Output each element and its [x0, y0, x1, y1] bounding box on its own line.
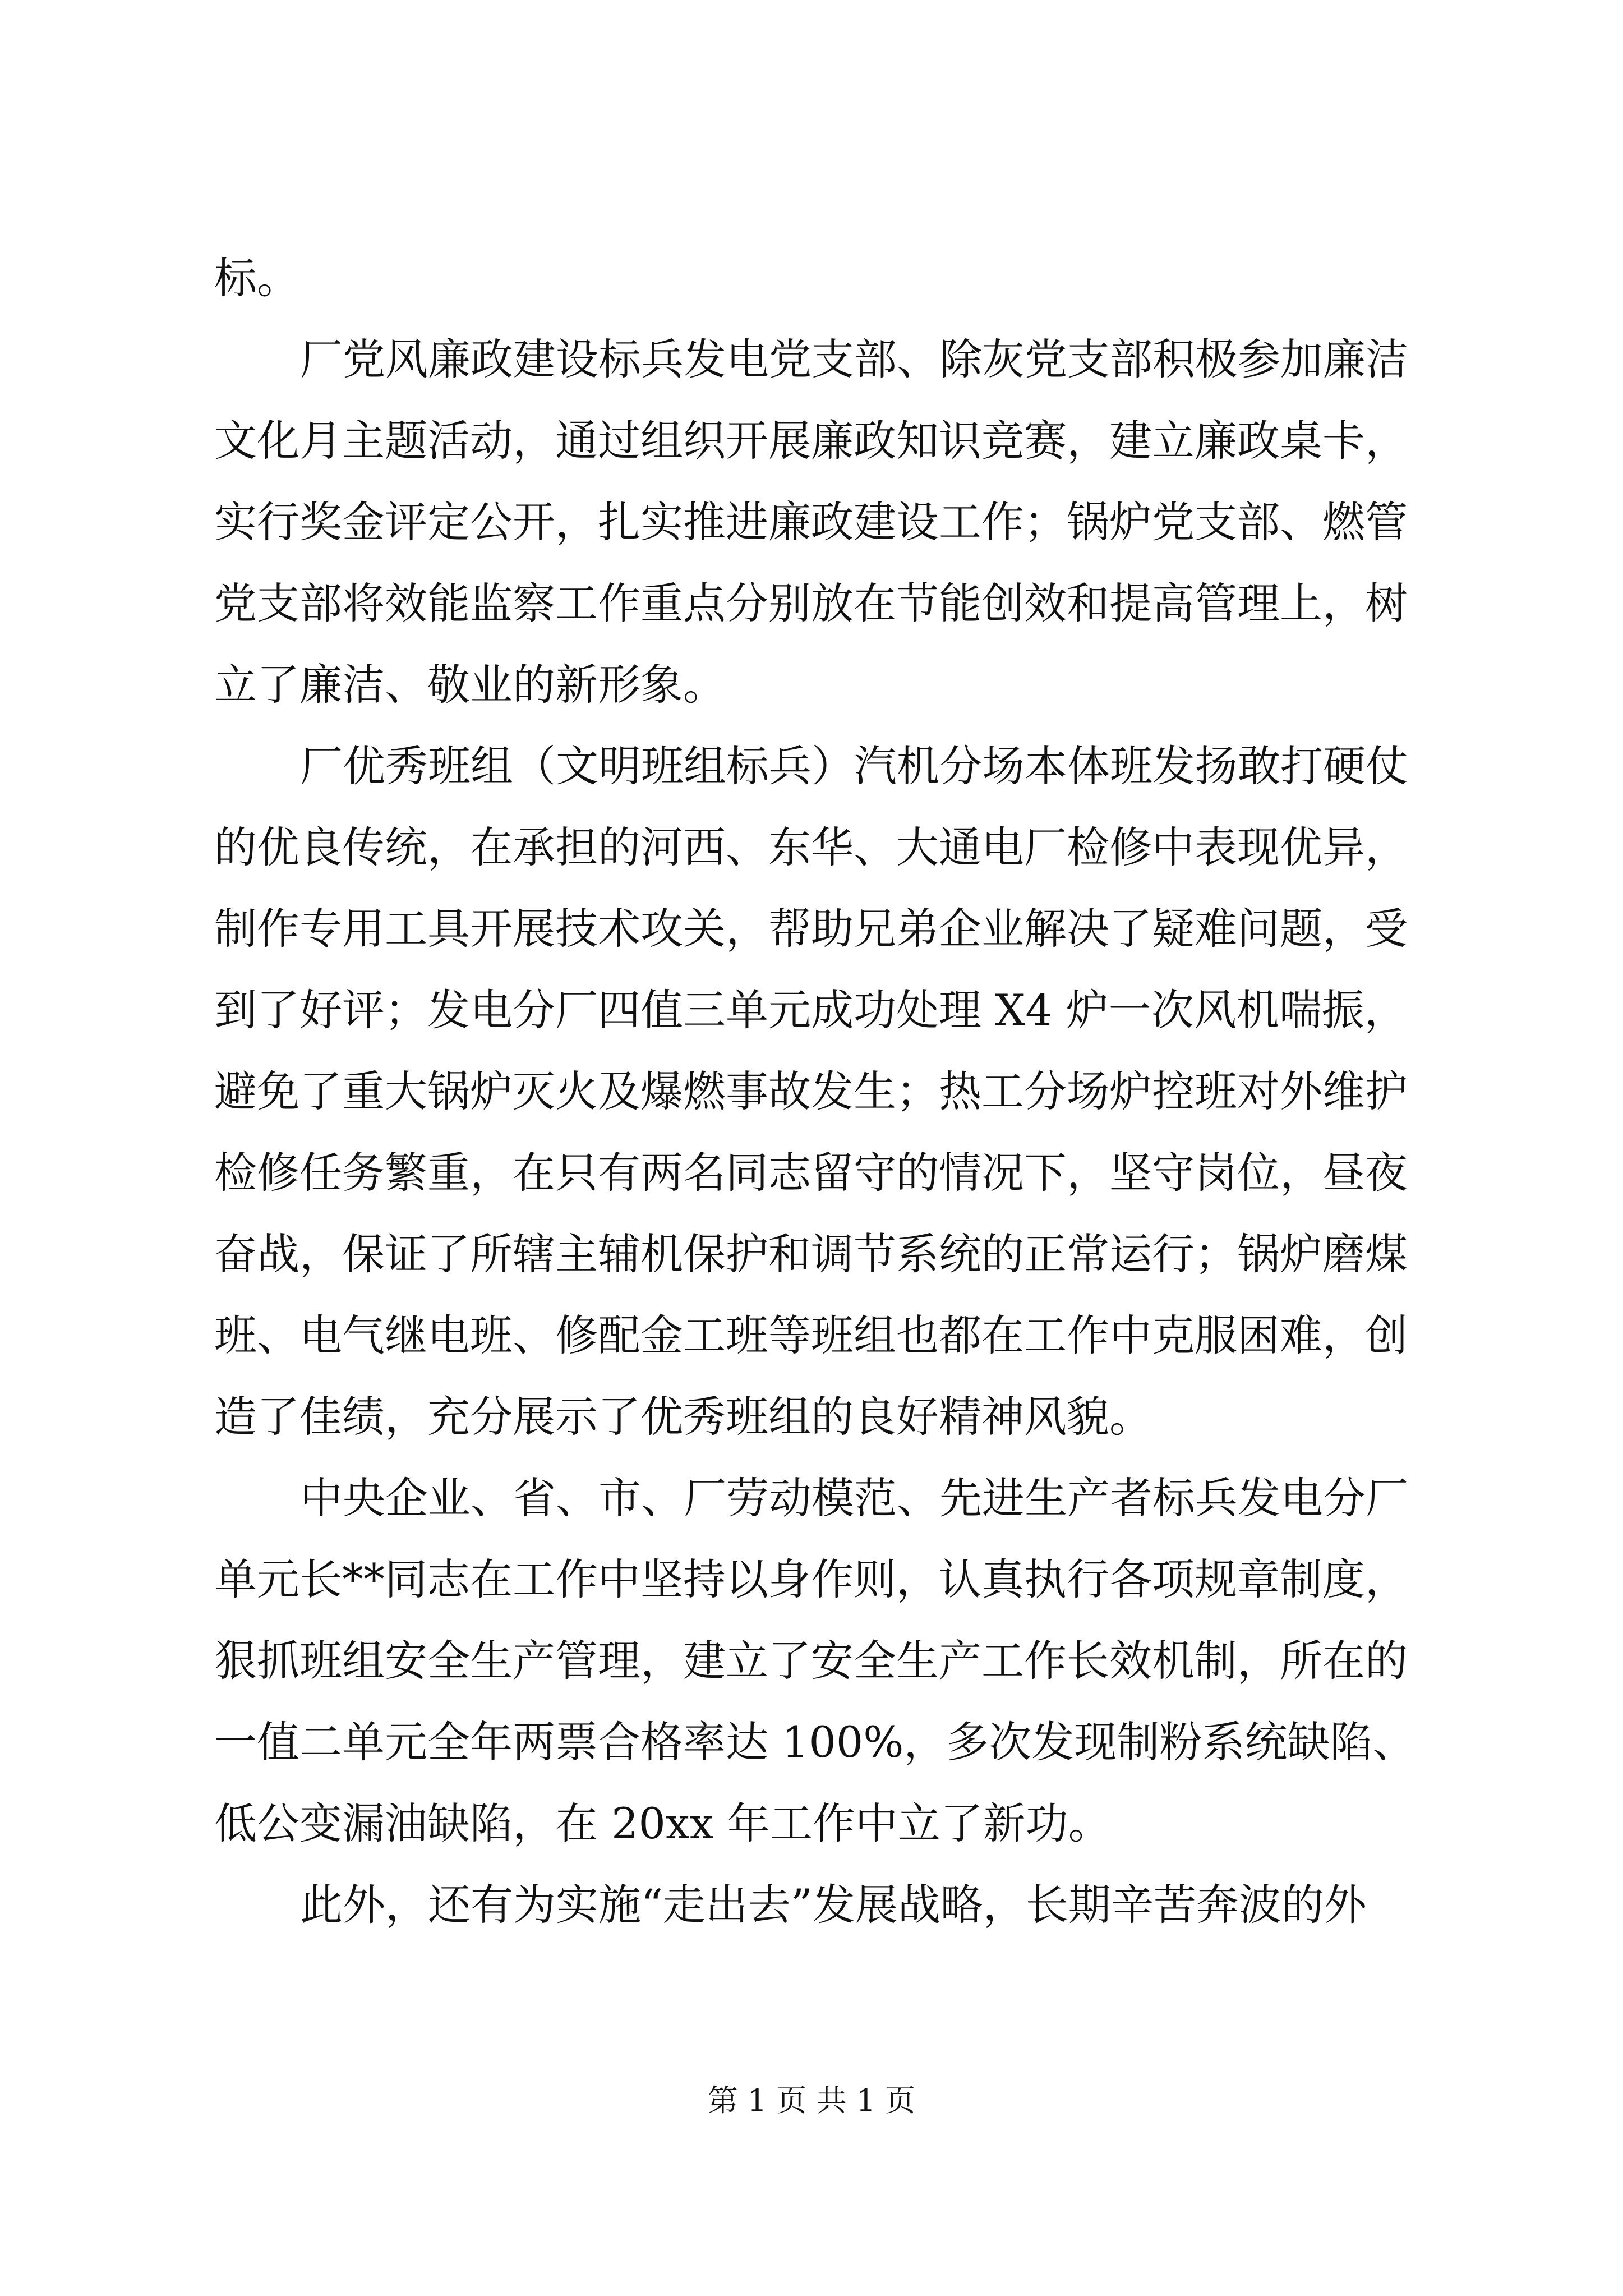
text-line: 一值二单元全年两票合格率达 100%，多次发现制粉系统缺陷、	[214, 1717, 1415, 1767]
paragraph-start-line: 厂党风廉政建设标兵发电党支部、除灰党支部积极参加廉洁	[300, 334, 1408, 384]
text-line: 检修任务繁重，在只有两名同志留守的情况下，坚守岗位，昼夜	[214, 1148, 1408, 1198]
text-line: 的优良传统，在承担的河西、东华、大通电厂检修中表现优异，	[214, 822, 1408, 872]
paragraph-start-line: 此外，还有为实施“走出去”发展战略，长期辛苦奔波的外	[300, 1880, 1367, 1930]
text-line: 制作专用工具开展技术攻关，帮助兄弟企业解决了疑难问题，受	[214, 904, 1408, 954]
text-line: 文化月主题活动，通过组织开展廉政知识竞赛，建立廉政桌卡，	[214, 416, 1408, 466]
text-line: 奋战，保证了所辖主辅机保护和调节系统的正常运行；锅炉磨煤	[214, 1229, 1408, 1279]
text-line: 实行奖金评定公开，扎实推进廉政建设工作；锅炉党支部、燃管	[214, 497, 1408, 547]
text-line: 立了廉洁、敬业的新形象。	[214, 660, 726, 710]
text-line: 避免了重大锅炉灭火及爆燃事故发生；热工分场炉控班对外维护	[214, 1066, 1408, 1116]
text-line: 党支部将效能监察工作重点分别放在节能创效和提高管理上，树	[214, 578, 1408, 628]
paragraph-start-line: 中央企业、省、市、厂劳动模范、先进生产者标兵发电分厂	[300, 1473, 1408, 1523]
text-line: 狠抓班组安全生产管理，建立了安全生产工作长效机制，所在的	[214, 1636, 1408, 1686]
page-footer: 第 1 页 共 1 页	[707, 2083, 916, 2118]
text-line: 造了佳绩，充分展示了优秀班组的良好精神风貌。	[214, 1392, 1152, 1442]
text-line: 低公变漏油缺陷，在 20xx 年工作中立了新功。	[214, 1798, 1111, 1848]
paragraph-start-line: 厂优秀班组（文明班组标兵）汽机分场本体班发扬敢打硬仗	[300, 741, 1408, 791]
text-line: 标。	[214, 253, 299, 303]
text-line: 到了好评；发电分厂四值三单元成功处理 X4 炉一次风机喘振，	[214, 985, 1407, 1035]
text-line: 单元长**同志在工作中坚持以身作则，认真执行各项规章制度，	[214, 1554, 1408, 1604]
text-line: 班、电气继电班、修配金工班等班组也都在工作中克服困难，创	[214, 1310, 1408, 1360]
document-body	[214, 237, 1420, 1945]
